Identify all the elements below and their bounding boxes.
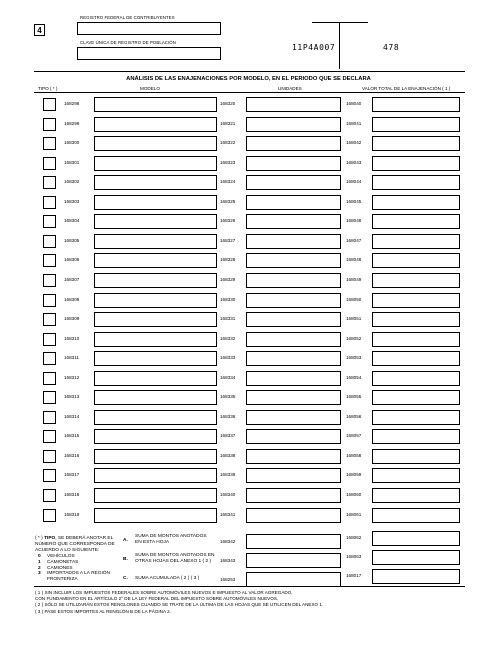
model-field[interactable] [94, 195, 217, 210]
model-code: 168307 [64, 276, 80, 282]
model-code: 168316 [64, 452, 80, 458]
tipo-checkbox[interactable] [43, 450, 56, 463]
col-header-unidades: UNIDADES [278, 86, 302, 91]
units-field[interactable] [246, 449, 341, 464]
model-code: 168308 [64, 296, 80, 302]
value-code: 168053 [346, 355, 362, 361]
tipo-checkbox[interactable] [43, 430, 56, 443]
tipo-checkbox[interactable] [43, 274, 56, 287]
model-field[interactable] [94, 449, 217, 464]
model-field[interactable] [94, 332, 217, 347]
curp-label: CLAVE ÚNICA DE REGISTRO DE POBLACIÓN [80, 40, 176, 45]
units-field[interactable] [246, 136, 341, 151]
model-code: 168302 [64, 179, 80, 185]
model-field[interactable] [94, 273, 217, 288]
units-field[interactable] [246, 332, 341, 347]
model-field[interactable] [94, 429, 217, 444]
model-code: 168304 [64, 218, 80, 224]
units-field[interactable] [246, 117, 341, 132]
value-code: 168057 [346, 433, 362, 439]
value-field[interactable] [372, 97, 460, 112]
model-code: 168299 [64, 120, 80, 126]
summary-units-field[interactable] [246, 572, 341, 587]
tipo-checkbox[interactable] [43, 333, 56, 346]
tipo-option-label: FRONTERIZA [47, 577, 78, 583]
units-code: 168334 [220, 374, 236, 380]
value-field[interactable] [372, 234, 460, 249]
units-code: 168323 [220, 159, 236, 165]
tipo-note-line1: ( * ) TIPO, SE DEBERÁ ANOTAR EL [35, 536, 114, 541]
tipo-note-line2: NÚMERO QUE CORRESPONDA DE [35, 542, 115, 547]
value-field[interactable] [372, 410, 460, 425]
summary-value-code: 168017 [346, 573, 362, 578]
units-code: 168327 [220, 237, 236, 243]
tipo-checkbox[interactable] [43, 98, 56, 111]
summary-value-field[interactable] [372, 569, 460, 584]
model-field[interactable] [94, 351, 217, 366]
model-field[interactable] [94, 214, 217, 229]
model-code: 168318 [64, 492, 80, 497]
value-code: 168056 [346, 413, 362, 419]
units-field[interactable] [246, 351, 341, 366]
units-code: 168333 [220, 355, 236, 361]
tipo-checkbox[interactable] [43, 391, 56, 404]
summary-label-line1: SUMA ACUMULADA ( 2 ) ( 3 ) [135, 576, 200, 581]
value-field[interactable] [372, 312, 460, 327]
value-field[interactable] [372, 371, 460, 386]
value-field[interactable] [372, 332, 460, 347]
value-code: 168059 [346, 472, 362, 478]
summary-label-line2: EN ESTA HOJA [135, 540, 170, 545]
summary-letter: A. [123, 538, 128, 543]
tipo-checkbox[interactable] [43, 176, 56, 189]
model-code: 168309 [64, 316, 80, 322]
footnote-line: ( 3 ) PASE ESTOS IMPORTES AL RENGLÓN B DE LA PÁGINA 2. [35, 608, 171, 614]
units-field[interactable] [246, 508, 341, 523]
tipo-checkbox[interactable] [43, 411, 56, 424]
units-code: 168328 [220, 257, 236, 263]
summary-letter: B. [123, 557, 128, 562]
tipo-checkbox[interactable] [43, 157, 56, 170]
value-field[interactable] [372, 195, 460, 210]
tipo-checkbox[interactable] [43, 372, 56, 385]
model-code: 168314 [64, 413, 80, 419]
tipo-option-label: CAMIONES [47, 565, 73, 571]
units-code: 168338 [220, 452, 236, 458]
units-field[interactable] [246, 390, 341, 405]
units-code: 168326 [220, 218, 236, 224]
units-code: 168322 [220, 140, 236, 146]
model-field[interactable] [94, 371, 217, 386]
summary-value-field[interactable] [372, 550, 460, 565]
model-field[interactable] [94, 253, 217, 268]
model-field[interactable] [94, 175, 217, 190]
summary-value-field[interactable] [372, 531, 460, 546]
model-code: 168300 [64, 140, 80, 146]
value-code: 168049 [346, 276, 362, 282]
units-code: 168324 [220, 179, 236, 185]
model-code: 168315 [64, 433, 80, 439]
value-code: 168052 [346, 335, 362, 341]
units-field[interactable] [246, 234, 341, 249]
value-code: 168051 [346, 316, 362, 322]
summary-units-field[interactable] [246, 534, 341, 549]
tipo-checkbox[interactable] [43, 469, 56, 482]
value-field[interactable] [372, 468, 460, 483]
summary-units-code: 168342 [220, 539, 236, 544]
tipo-checkbox[interactable] [43, 489, 56, 502]
value-code: 168054 [346, 374, 362, 380]
value-field[interactable] [372, 390, 460, 405]
value-field[interactable] [372, 156, 460, 171]
tipo-note-line3: ACUERDO A LO SIGUIENTE: [35, 548, 100, 553]
rfc-label: REGISTRO FEDERAL DE CONTRIBUYENTES [80, 15, 175, 20]
units-field[interactable] [246, 371, 341, 386]
value-code: 168047 [346, 237, 362, 243]
rfc-field[interactable] [77, 22, 221, 35]
form-number: 478 [383, 43, 400, 52]
model-field[interactable] [94, 468, 217, 483]
tipo-checkbox[interactable] [43, 235, 56, 248]
tipo-checkbox[interactable] [43, 352, 56, 365]
title-rule-bottom [34, 92, 465, 93]
tipo-checkbox[interactable] [43, 215, 56, 228]
units-field[interactable] [246, 273, 341, 288]
footnote-line: ( 2 ) SÓLO SE UTILIZARÁN ESTOS RENGLONES CUANDO SE TRATE DE LA ÚLTIMA DE LAS HOJAS QUE SE UTILICEN DEL ANEXO 1. [35, 602, 324, 608]
tipo-checkbox[interactable] [43, 294, 56, 307]
model-code: 168301 [64, 159, 80, 165]
value-code: 168055 [346, 394, 362, 400]
title-rule-top [34, 71, 465, 72]
value-field[interactable] [372, 175, 460, 190]
value-field[interactable] [372, 449, 460, 464]
units-code: 168325 [220, 198, 236, 204]
tipo-checkbox[interactable] [43, 254, 56, 267]
summary-units-code: 168343 [220, 558, 236, 563]
tipo-option-label: VEHÍCULOS [47, 554, 75, 559]
value-code: 168044 [346, 179, 362, 185]
units-field[interactable] [246, 293, 341, 308]
page-number-box: 4 [34, 24, 45, 36]
model-code: 168306 [64, 257, 80, 263]
model-code: 168298 [64, 101, 80, 106]
model-field[interactable] [94, 312, 217, 327]
units-field[interactable] [246, 429, 341, 444]
model-code: 168305 [64, 237, 80, 243]
summary-label-line2: OTRAS HOJAS DEL ANEXO 1 ( 2 ) [135, 559, 212, 564]
model-code: 168312 [64, 374, 80, 380]
model-code: 168310 [64, 335, 80, 341]
value-field[interactable] [372, 117, 460, 132]
units-code: 168320 [220, 101, 236, 106]
value-code: 168060 [346, 492, 362, 497]
value-code: 168040 [346, 101, 362, 106]
value-field[interactable] [372, 136, 460, 151]
footnote-rule [34, 586, 465, 587]
curp-field[interactable] [77, 47, 221, 60]
col-header-modelo: MODELO [140, 86, 160, 91]
model-code: 168317 [64, 472, 80, 478]
model-field[interactable] [94, 234, 217, 249]
model-field[interactable] [94, 117, 217, 132]
value-field[interactable] [372, 293, 460, 308]
units-code: 168336 [220, 413, 236, 419]
model-field[interactable] [94, 410, 217, 425]
units-field[interactable] [246, 195, 341, 210]
model-field[interactable] [94, 156, 217, 171]
value-code: 168050 [346, 296, 362, 302]
tipo-option-number: 1 [38, 559, 41, 565]
units-field[interactable] [246, 253, 341, 268]
model-field[interactable] [94, 488, 217, 503]
summary-units-code: 168253 [220, 577, 236, 582]
units-field[interactable] [246, 156, 341, 171]
value-field[interactable] [372, 351, 460, 366]
tipo-checkbox[interactable] [43, 118, 56, 131]
form-tab-stem [339, 22, 340, 69]
model-field[interactable] [94, 293, 217, 308]
model-field[interactable] [94, 97, 217, 112]
units-field[interactable] [246, 488, 341, 503]
units-field[interactable] [246, 312, 341, 327]
model-field[interactable] [94, 508, 217, 523]
units-code: 168330 [220, 296, 236, 302]
value-code: 168042 [346, 140, 362, 146]
form-code: 11P4A007 [292, 43, 336, 52]
units-code: 168340 [220, 492, 236, 497]
value-code: 168048 [346, 257, 362, 263]
units-code: 168321 [220, 120, 236, 126]
value-code: 168041 [346, 120, 362, 126]
units-code: 168337 [220, 433, 236, 439]
tipo-option-label: CAMIONETAS [47, 559, 79, 565]
units-field[interactable] [246, 97, 341, 112]
units-code: 168335 [220, 394, 236, 400]
tipo-option-number: 3 [38, 571, 41, 577]
summary-value-code: 168063 [346, 554, 362, 559]
model-field[interactable] [94, 390, 217, 405]
value-field[interactable] [372, 429, 460, 444]
value-field[interactable] [372, 488, 460, 503]
tipo-checkbox[interactable] [43, 313, 56, 326]
summary-label-line1: SUMA DE MONTOS ANOTADOS EN [135, 553, 215, 558]
footnote-line: ( 1 ) SIN INCLUIR LOS IMPUESTOS FEDERALES SOBRE AUTOMÓVILES NUEVOS E IMPUESTO AL VALOR AGREGADO, [35, 590, 293, 595]
tipo-checkbox[interactable] [43, 137, 56, 150]
value-field[interactable] [372, 508, 460, 523]
units-code: 168332 [220, 335, 236, 341]
units-code: 168329 [220, 276, 236, 282]
model-code: 168303 [64, 198, 80, 204]
units-field[interactable] [246, 410, 341, 425]
value-code: 168046 [346, 218, 362, 224]
model-code: 168311 [64, 355, 79, 361]
value-field[interactable] [372, 273, 460, 288]
footnote-line: CON FUNDAMENTO EN EL ARTÍCULO 2° DE LA LEY FEDERAL DEL IMPUESTO SOBRE AUTOMÓVILES NUEVOS. [35, 596, 279, 602]
units-field[interactable] [246, 468, 341, 483]
section-title: ANÁLISIS DE LAS ENAJENACIONES POR MODELO, EN EL PERIODO QUE SE DECLARA [126, 76, 371, 82]
summary-value-code: 168062 [346, 535, 362, 540]
value-field[interactable] [372, 253, 460, 268]
units-code: 168339 [220, 472, 236, 478]
tipo-option-number: 0 [38, 554, 41, 559]
value-field[interactable] [372, 214, 460, 229]
summary-letter: C. [123, 576, 128, 581]
tipo-checkbox[interactable] [43, 196, 56, 209]
units-field[interactable] [246, 175, 341, 190]
col-header-tipo: TIPO ( * ) [38, 86, 58, 91]
value-code: 168061 [346, 511, 362, 517]
value-code: 168058 [346, 452, 362, 458]
col-header-valor: VALOR TOTAL DE LA ENAJENACIÓN ( 1 ) [362, 86, 451, 91]
summary-units-field[interactable] [246, 553, 341, 568]
value-code: 168043 [346, 159, 362, 165]
units-code: 168331 [220, 316, 236, 322]
tipo-option-number: 2 [38, 565, 41, 571]
model-code: 168313 [64, 394, 80, 400]
units-field[interactable] [246, 214, 341, 229]
tipo-option-label: IMPORTADOS A LA REGIÓN [47, 571, 110, 577]
model-code: 168319 [64, 511, 80, 517]
model-field[interactable] [94, 136, 217, 151]
units-code: 168341 [220, 511, 236, 517]
summary-label-line1: SUMA DE MONTOS ANOTADOS [135, 534, 207, 539]
tipo-checkbox[interactable] [43, 509, 56, 522]
value-code: 168045 [346, 198, 362, 204]
